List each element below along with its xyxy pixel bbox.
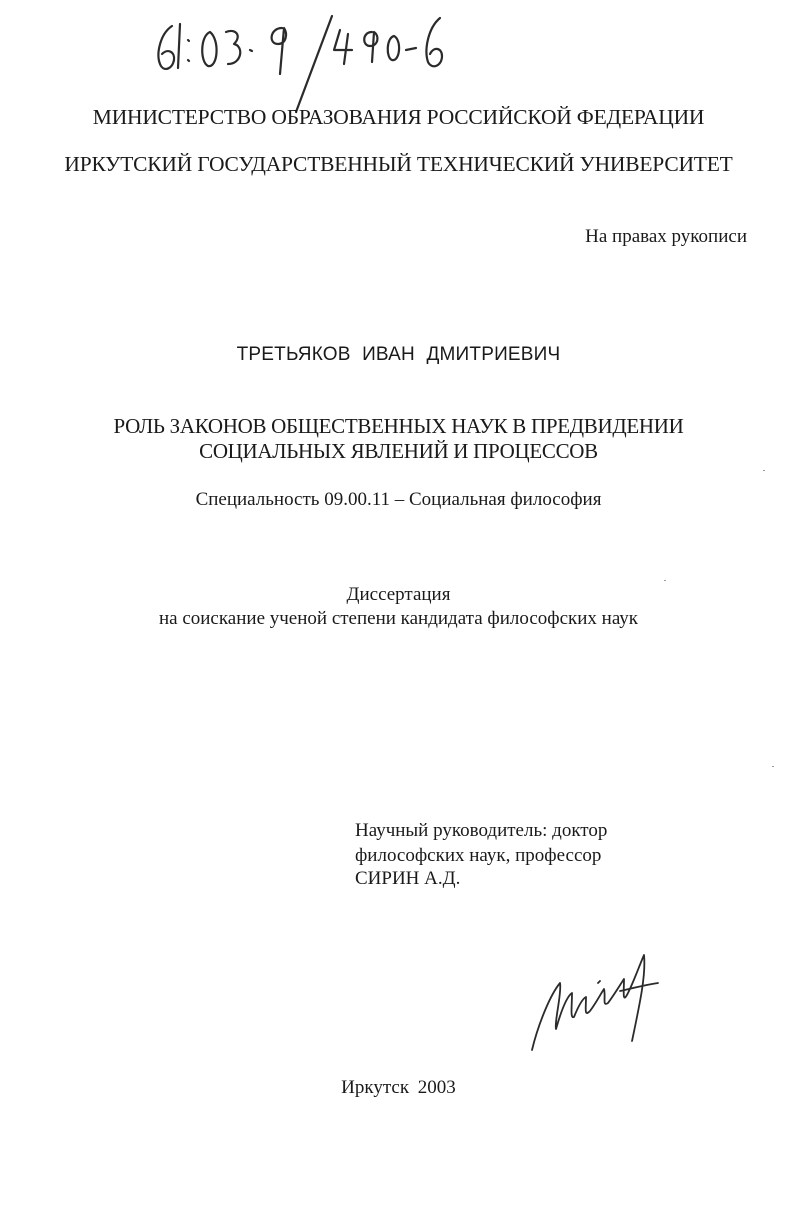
dissertation-type: Диссертация	[346, 584, 451, 605]
dissertation-title-line-2: СОЦИАЛЬНЫХ ЯВЛЕНИЙ И ПРОЦЕССОВ	[199, 439, 598, 463]
rights-note: На правах рукописи	[585, 226, 747, 247]
scan-speck	[763, 470, 765, 471]
city-and-year: Иркутск 2003	[341, 1077, 456, 1098]
supervisor-line-1: Научный руководитель: доктор	[355, 820, 608, 841]
author-name: ТРЕТЬЯКОВ ИВАН ДМИТРИЕВИЧ	[236, 344, 561, 365]
supervisor-name: СИРИН А.Д.	[355, 868, 461, 889]
specialty-line: Специальность 09.00.11 – Социальная философия	[195, 489, 602, 510]
dissertation-purpose: на соискание ученой степени кандидата философских наук	[158, 608, 639, 629]
supervisor-line-2: философских наук, профессор	[355, 845, 602, 866]
university-heading: ИРКУТСКИЙ ГОСУДАРСТВЕННЫЙ ТЕХНИЧЕСКИЙ УНИВЕРСИТЕТ	[64, 152, 733, 176]
handwritten-signature	[520, 945, 670, 1060]
dissertation-title-line-1: РОЛЬ ЗАКОНОВ ОБЩЕСТВЕННЫХ НАУК В ПРЕДВИДЕНИИ	[113, 414, 684, 438]
scan-speck	[664, 580, 666, 581]
scan-speck	[772, 766, 774, 767]
ministry-heading: МИНИСТЕРСТВО ОБРАЗОВАНИЯ РОССИЙСКОЙ ФЕДЕРАЦИИ	[92, 105, 705, 129]
